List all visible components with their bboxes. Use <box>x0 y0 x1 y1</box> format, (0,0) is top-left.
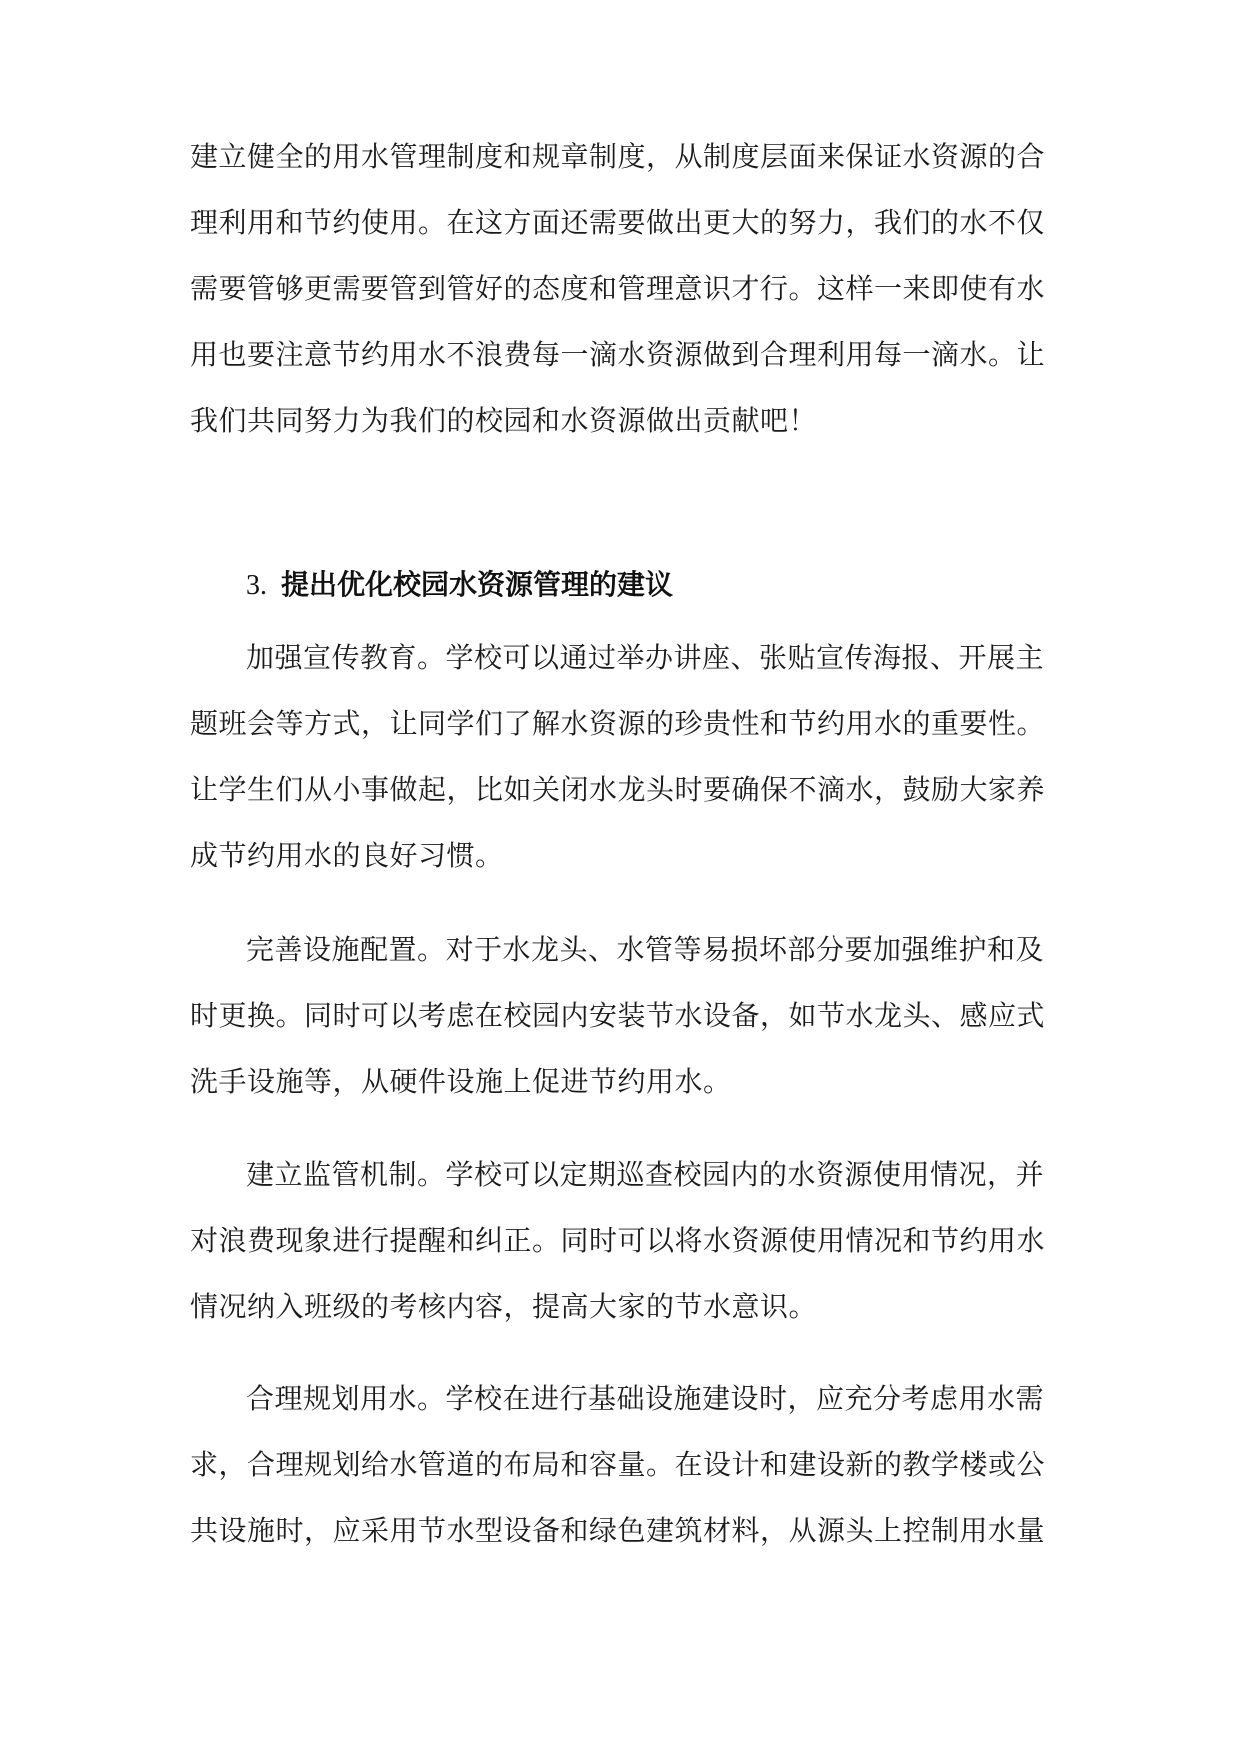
paragraph-line: 共设施时，应采用节水型设备和绿色建筑材料，从源头上控制用水量 <box>190 1514 1046 1547</box>
paragraph-line: 建立健全的用水管理制度和规章制度，从制度层面来保证水资源的合 <box>190 140 1046 173</box>
paragraph-line: 洗手设施等，从硬件设施上促进节约用水。 <box>190 1065 732 1098</box>
paragraph-line: 情况纳入班级的考核内容，提高大家的节水意识。 <box>190 1290 818 1323</box>
paragraph-line: 需要管够更需要管到管好的态度和管理意识才行。这样一来即使有水 <box>190 272 1046 305</box>
section-heading <box>246 555 673 616</box>
paragraph-line: 对浪费现象进行提醒和纠正。同时可以将水资源使用情况和节约用水 <box>190 1224 1046 1257</box>
paragraph-facilities <box>190 917 1060 1115</box>
paragraph-planning <box>190 1366 1060 1564</box>
paragraph-line: 合理规划用水。学校在进行基础设施建设时，应充分考虑用水需 <box>246 1382 1045 1415</box>
paragraph-line: 理利用和节约使用。在这方面还需要做出更大的努力，我们的水不仅 <box>190 206 1046 239</box>
paragraph-line: 完善设施配置。对于水龙头、水管等易损坏部分要加强维护和及 <box>246 933 1045 966</box>
paragraph-line: 题班会等方式，让同学们了解水资源的珍贵性和节约用水的重要性。 <box>190 707 1046 740</box>
paragraph-supervision <box>190 1142 1060 1340</box>
paragraph-publicity <box>190 625 1060 889</box>
paragraph-line: 成节约用水的良好习惯。 <box>190 839 504 872</box>
paragraph-intro <box>190 124 1060 454</box>
section-number: 3. <box>246 570 267 601</box>
paragraph-line: 用也要注意节约用水不浪费每一滴水资源做到合理利用每一滴水。让 <box>190 338 1046 371</box>
paragraph-line: 让学生们从小事做起，比如关闭水龙头时要确保不滴水，鼓励大家养 <box>190 773 1046 806</box>
paragraph-line: 求，合理规划给水管道的布局和容量。在设计和建设新的教学楼或公 <box>190 1448 1046 1481</box>
paragraph-line: 加强宣传教育。学校可以通过举办讲座、张贴宣传海报、开展主 <box>246 641 1045 674</box>
paragraph-line: 时更换。同时可以考虑在校园内安装节水设备，如节水龙头、感应式 <box>190 999 1046 1032</box>
section-title: 提出优化校园水资源管理的建议 <box>281 568 674 601</box>
paragraph-line: 建立监管机制。学校可以定期巡查校园内的水资源使用情况，并 <box>246 1158 1045 1191</box>
paragraph-line: 我们共同努力为我们的校园和水资源做出贡献吧！ <box>190 404 818 437</box>
